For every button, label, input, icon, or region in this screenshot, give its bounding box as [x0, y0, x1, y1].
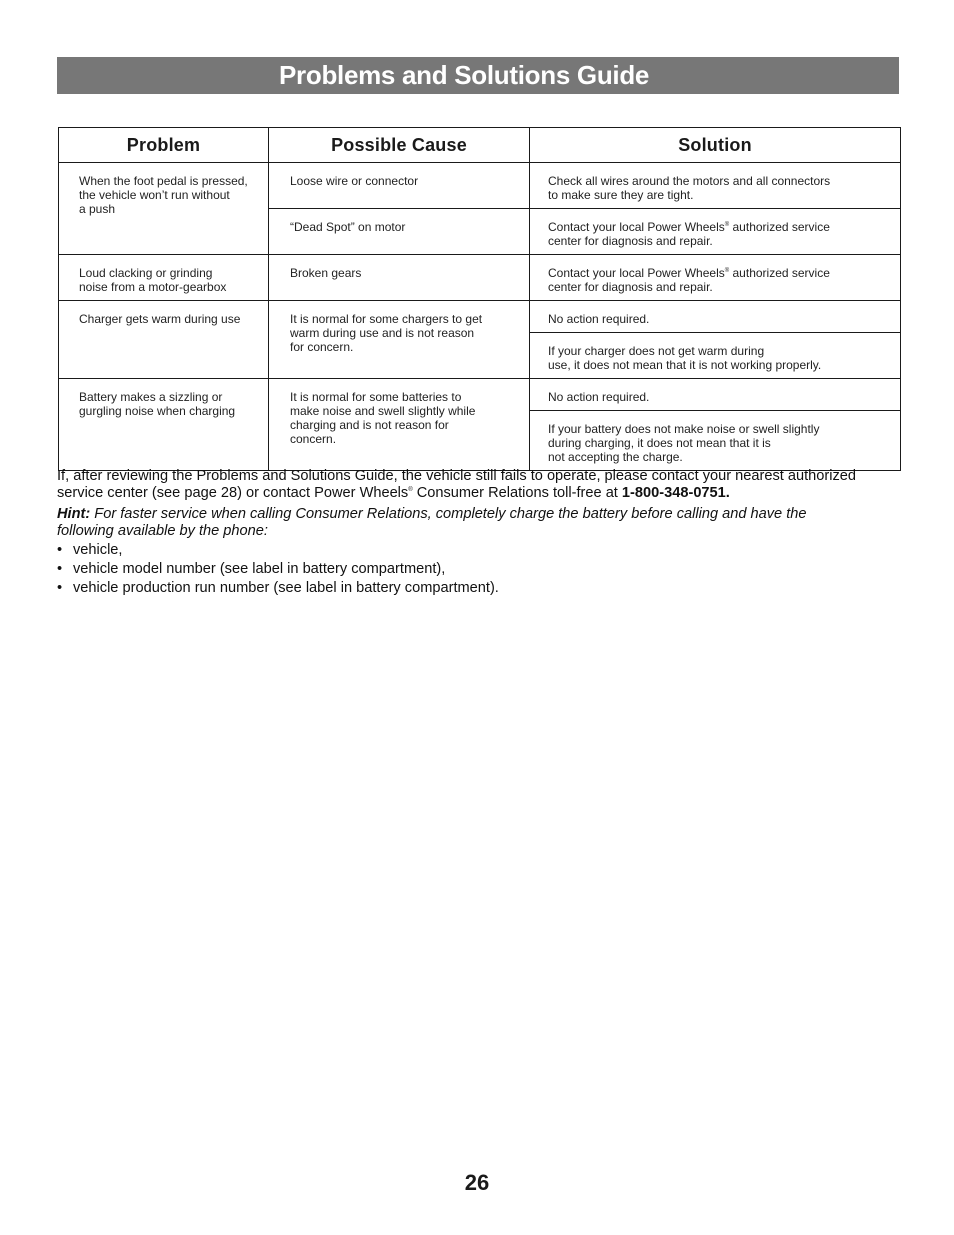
header-problem: Problem [59, 128, 269, 163]
bullet: • [57, 542, 63, 558]
problems-solutions-table [58, 127, 901, 471]
solution-text: authorized service center for diagnosis and repair. [548, 266, 830, 294]
list-item [57, 542, 857, 559]
list-item [57, 580, 857, 597]
solution-cell: No action required. [530, 301, 901, 333]
table-row [59, 301, 901, 333]
list-item [57, 561, 857, 578]
contact-paragraph [57, 468, 857, 502]
solution-text: Contact your local Power Wheels [548, 220, 725, 234]
contact-text: Consumer Relations toll-free at [412, 485, 622, 501]
bullet: • [57, 561, 63, 577]
cause-cell: “Dead Spot” on motor [269, 209, 530, 255]
hint-label: Hint: [57, 506, 91, 522]
solution-text: authorized service center for diagnosis and repair. [548, 220, 830, 248]
problem-cell: When the foot pedal is pressed, the vehicle won’t run without a push [59, 163, 269, 255]
header-solution: Solution [530, 128, 901, 163]
registered-mark: ® [724, 268, 730, 274]
cause-cell: Broken gears [269, 255, 530, 301]
page-title: Problems and Solutions Guide [57, 57, 899, 94]
problem-cell: Charger gets warm during use [59, 301, 269, 379]
solution-cell: Check all wires around the motors and all connectors to make sure they are tight. [530, 163, 901, 209]
solution-text: Contact your local Power Wheels [548, 266, 725, 280]
list-item-text: vehicle model number (see label in battery compartment), [73, 561, 446, 577]
solution-cell: If your charger does not get warm during use, it does not mean that it is not working properly. [530, 333, 901, 379]
table-row [59, 379, 901, 411]
registered-mark: ® [408, 487, 413, 494]
problem-cell: Loud clacking or grinding noise from a motor-gearbox [59, 255, 269, 301]
cause-cell: It is normal for some chargers to get warm during use and is not reason for concern. [269, 301, 530, 379]
list-item-text: vehicle, [73, 542, 123, 558]
solution-cell [530, 209, 901, 255]
hint-paragraph [57, 506, 857, 540]
contact-section [57, 468, 857, 599]
page-number: 26 [464, 1170, 490, 1195]
contact-text: If, after reviewing the Problems and Solutions Guide, the vehicle still fails to operate, please contact your nearest authorized service center (see page 28) or contact Power Wheels [57, 468, 857, 501]
registered-mark: ® [724, 222, 730, 228]
cause-cell: Loose wire or connector [269, 163, 530, 209]
bullet: • [57, 580, 63, 596]
header-possible-cause: Possible Cause [269, 128, 530, 163]
cause-cell: It is normal for some batteries to make noise and swell slightly while charging and is not reason for concern. [269, 379, 530, 471]
solution-cell: No action required. [530, 379, 901, 411]
solution-cell [530, 255, 901, 301]
phone-checklist [57, 542, 857, 597]
table-header-row [59, 128, 901, 163]
solution-cell: If your battery does not make noise or swell slightly during charging, it does not mean that it is not accepting the charge. [530, 411, 901, 471]
table-row [59, 255, 901, 301]
hint-text: For faster service when calling Consumer Relations, completely charge the battery before calling and have the following available by the phone: [57, 506, 807, 539]
phone-number: 1-800-348-0751. [621, 485, 730, 501]
table-row [59, 163, 901, 209]
problem-cell: Battery makes a sizzling or gurgling noise when charging [59, 379, 269, 471]
list-item-text: vehicle production run number (see label in battery compartment). [73, 580, 499, 596]
